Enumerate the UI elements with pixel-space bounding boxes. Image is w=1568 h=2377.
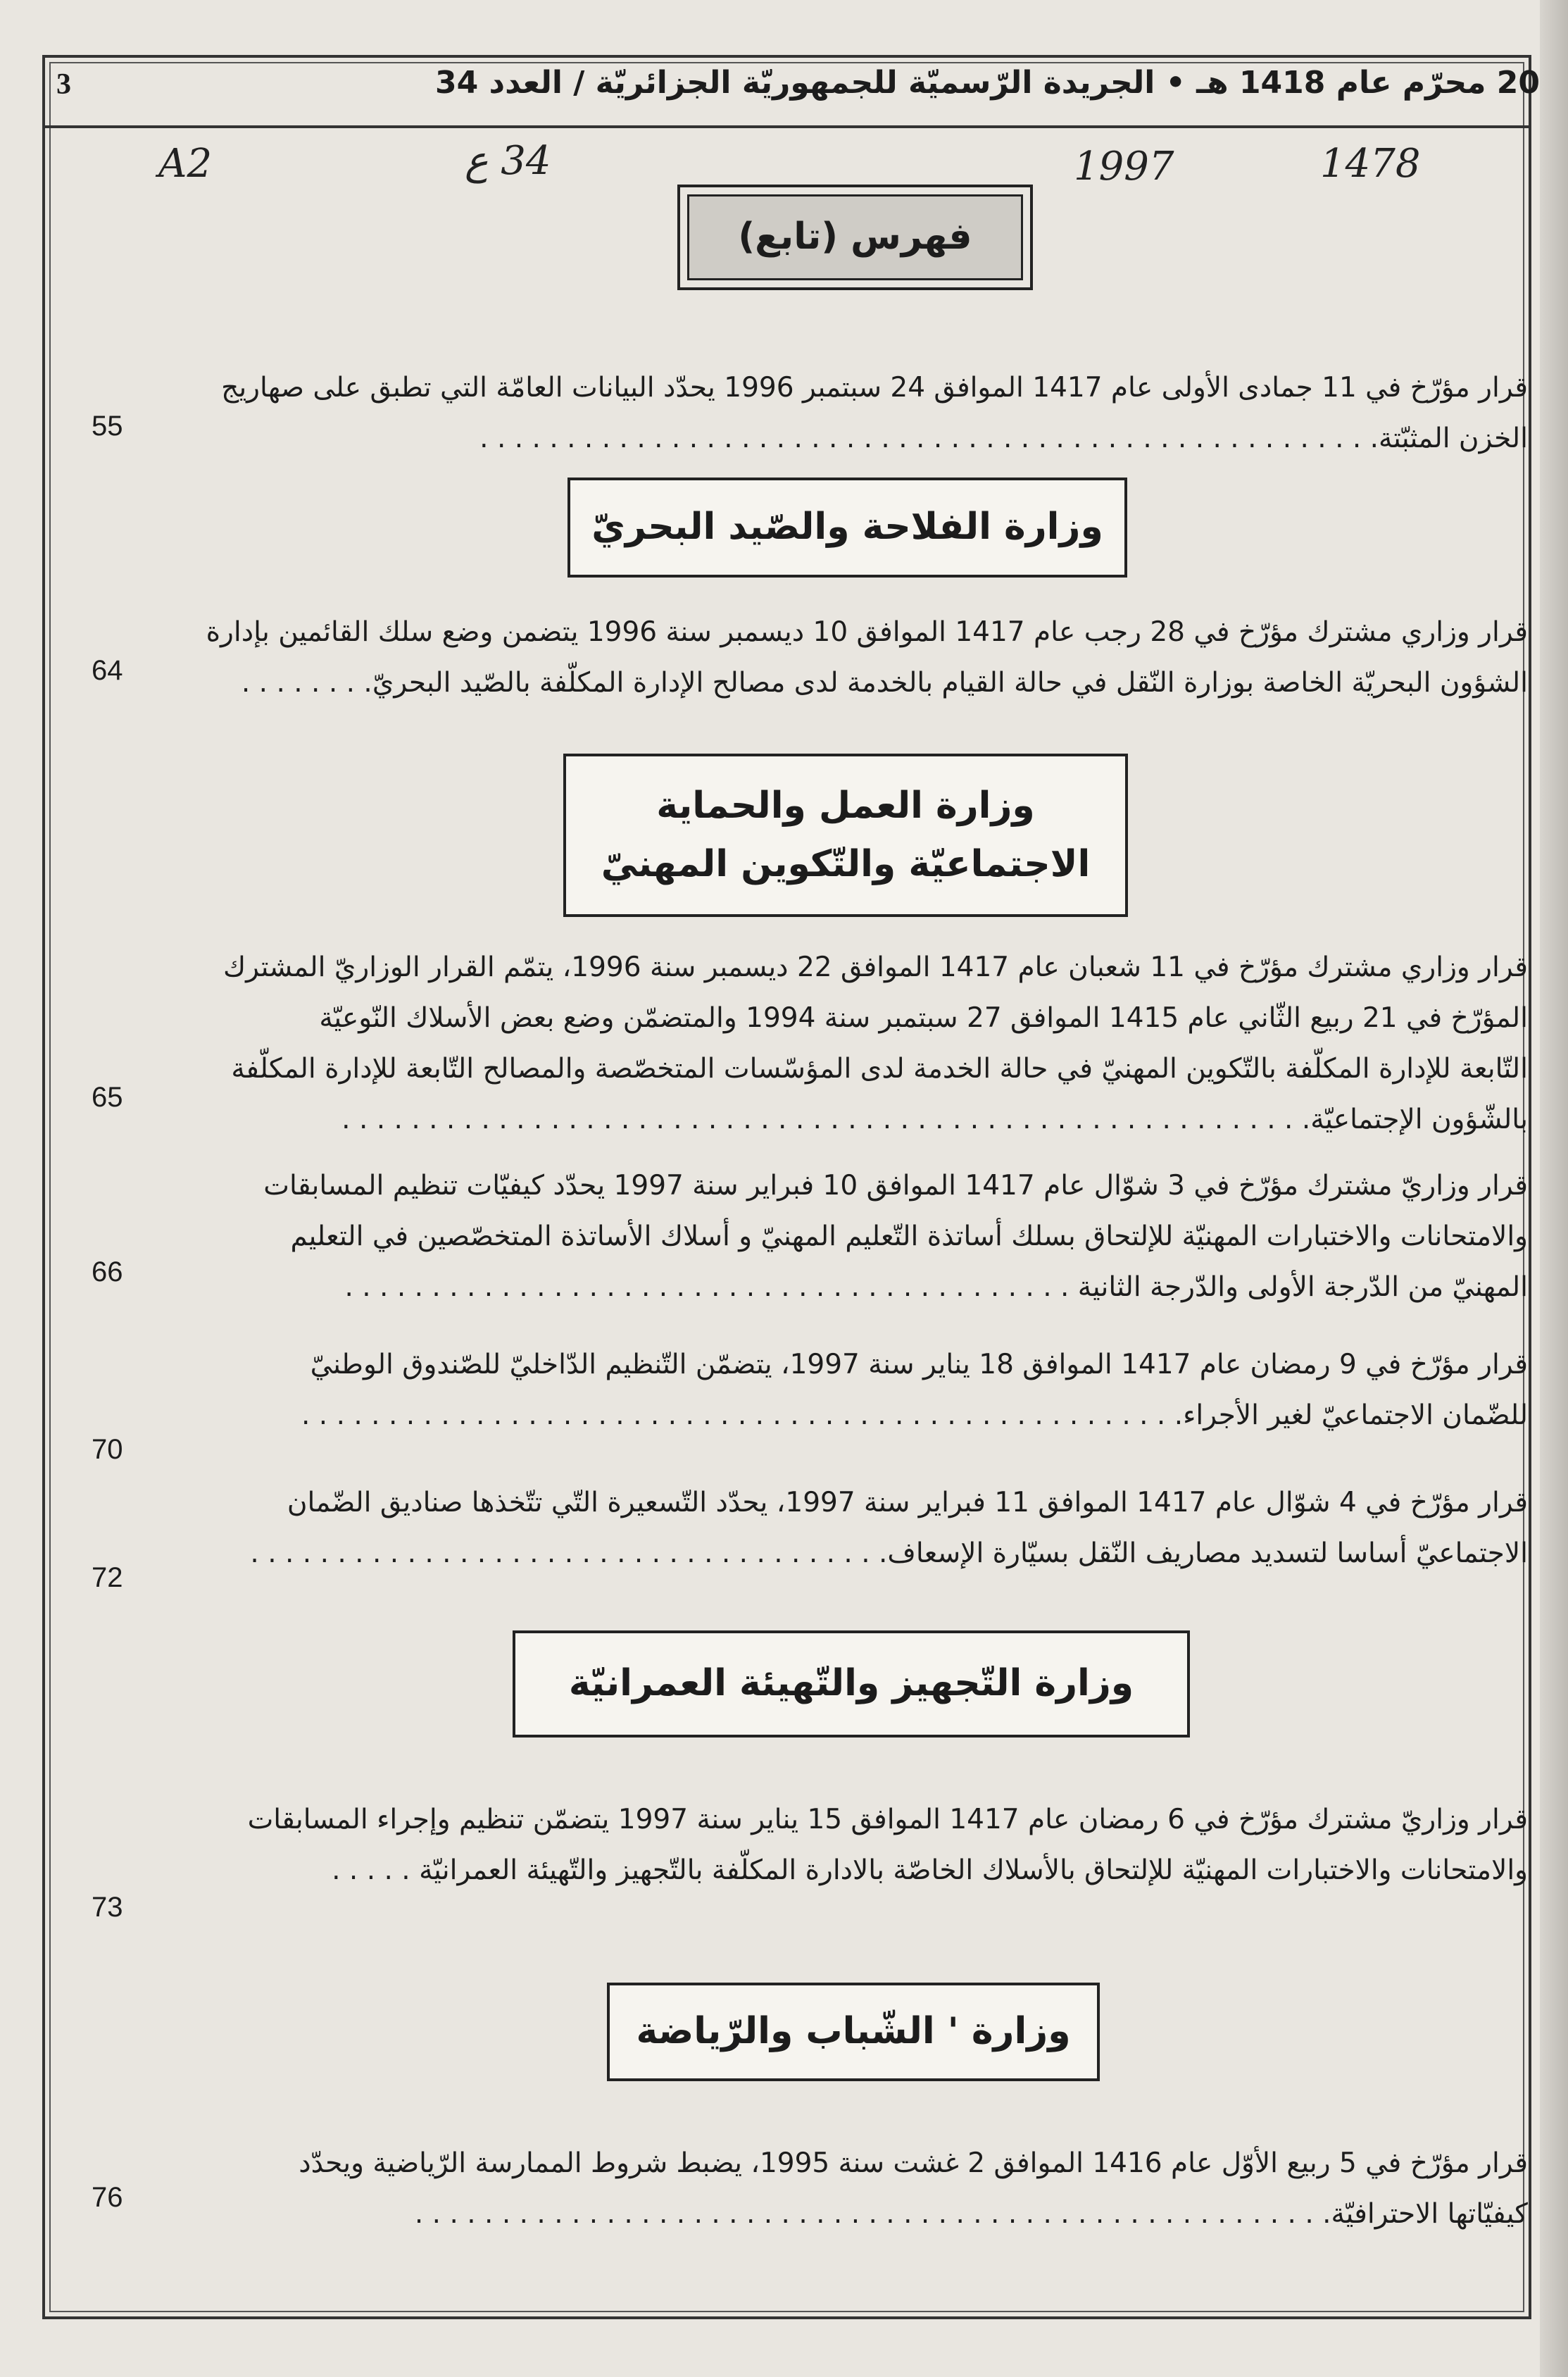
section-title: وزارة التّجهيز والتّهيئة العمرانيّة (568, 1662, 1134, 1705)
entry-line: التّابعة للإدارة المكلّفة بالتّكوين المهنيّ في حالة الخدمة لدى المؤسّسات المتخصّصة والمصالح التّابعة للإدارة المكلّفة (231, 1053, 1528, 1085)
contents-heading: فهرس (تابع) (738, 216, 972, 258)
header-page-number: 3 (56, 68, 71, 101)
contents-heading-box (677, 185, 1033, 290)
entry-line: قرار وزاريّ مشترك مؤرّخ في 3 شوّال عام 1417 الموافق 10 فبراير سنة 1997 يحدّد كيفيّات تنظيم المسابقات (263, 1170, 1528, 1202)
entry-line: للضّمان الاجتماعيّ لغير الأجراء. . . . . . . . . . . . . . . . . . . . . . . . . . . . . . . . . . . . . . . . . . . . . . . . . . . (301, 1399, 1528, 1431)
entry-page-number: 70 (92, 1434, 123, 1465)
section-header-agriculture (567, 478, 1127, 578)
section-title: وزارة ' الشّباب والرّياضة (636, 2010, 1071, 2053)
entry-page-number: 66 (92, 1256, 123, 1287)
contents-entry (169, 1161, 1528, 1313)
entry-line: الاجتماعيّ أساسا لتسديد مصاريف النّقل بسيّارة الإسعاف. . . . . . . . . . . . . . . . . . . . . . . . . . . . . . . . . . . . . (250, 1537, 1528, 1569)
handwritten-left-mark: A2 (158, 141, 213, 187)
entry-line: قرار وزاريّ مشترك مؤرّخ في 6 رمضان عام 1417 الموافق 15 يناير سنة 1997 يتضمّن تنظيم وإجراء المسابقات (247, 1804, 1528, 1835)
contents-entry (169, 363, 1528, 464)
entry-line: المهنيّ من الدّرجة الأولى والدّرجة الثانية . . . . . . . . . . . . . . . . . . . . . . . . . . . . . . . . . . . . . . . . . . (344, 1271, 1528, 1303)
entry-line: قرار مؤرّخ في 9 رمضان عام 1417 الموافق 18 يناير سنة 1997، يتضمّن التّنظيم الدّاخليّ للصّندوق الوطنيّ (310, 1349, 1528, 1380)
contents-entry (169, 1795, 1528, 1896)
entry-line: كيفيّاتها الاحترافيّة. . . . . . . . . . . . . . . . . . . . . . . . . . . . . . . . . . . . . . . . . . . . . . . . . . . . . (414, 2198, 1528, 2230)
header-title: 20 محرّم عام 1418 هـ • الجريدة الرّسميّة للجمهوريّة الجزائريّة / العدد 34 (434, 65, 1540, 101)
entry-line: قرار وزاري مشترك مؤرّخ في 28 رجب عام 1417 الموافق 10 ديسمبر سنة 1996 يتضمن وضع سلك القائمين بإدارة (206, 616, 1528, 648)
section-header-labour (563, 754, 1128, 917)
entry-line: بالشّؤون الإجتماعيّة. . . . . . . . . . . . . . . . . . . . . . . . . . . . . . . . . . . . . . . . . . . . . . . . . . . . . . . . (341, 1104, 1528, 1135)
entry-line: والامتحانات والاختبارات المهنيّة للإلتحاق بسلك أساتذة التّعليم المهنيّ و أسلاك الأساتذة المتخصّصين في التعليم (290, 1221, 1528, 1252)
entry-line: الخزن المثبّتة. . . . . . . . . . . . . . . . . . . . . . . . . . . . . . . . . . . . . . . . . . . . . . . . . . . . (479, 423, 1528, 454)
contents-entry (169, 1340, 1528, 1441)
handwritten-code: 1478 (1320, 141, 1421, 187)
contents-entry (169, 2138, 1528, 2240)
entry-line: الشؤون البحريّة الخاصة بوزارة النّقل في حالة القيام بالخدمة لدى مصالح الإدارة المكلّفة بالصّيد البحريّ. . . . . . . . (241, 667, 1528, 699)
entry-line: قرار وزاري مشترك مؤرّخ في 11 شعبان عام 1417 الموافق 22 ديسمبر سنة 1996، يتمّم القرار الوزاريّ المشترك (222, 952, 1528, 983)
entry-page-number: 64 (92, 655, 123, 686)
contents-entry (169, 607, 1528, 709)
entry-page-number: 73 (92, 1892, 123, 1923)
scan-shadow-edge (1540, 0, 1568, 2377)
entry-page-number: 55 (92, 411, 123, 442)
section-title-line: وزارة العمل والحماية (656, 784, 1035, 827)
entry-page-number: 76 (92, 2182, 123, 2213)
contents-entry (169, 1478, 1528, 1579)
header-divider (42, 125, 1531, 128)
entry-page-number: 65 (92, 1082, 123, 1113)
entry-line: قرار مؤرّخ في 5 ربيع الأوّل عام 1416 الموافق 2 غشت سنة 1995، يضبط شروط الممارسة الرّياضية ويحدّد (299, 2147, 1528, 2179)
entry-page-number: 72 (92, 1562, 123, 1593)
section-title: وزارة الفلاحة والصّيد البحريّ (591, 506, 1103, 549)
section-title-line: الاجتماعيّة والتّكوين المهنيّ (601, 843, 1091, 885)
handwritten-issue-mark: 34 ع (465, 138, 551, 184)
entry-line: والامتحانات والاختبارات المهنيّة للإلتحاق بالأسلاك الخاصّة بالادارة المكلّفة بالتّجهيز والتّهيئة العمرانيّة . . . . . (332, 1854, 1528, 1886)
entry-line: المؤرّخ في 21 ربيع الثّاني عام 1415 الموافق 27 سبتمبر سنة 1994 والمتضمّن وضع بعض الأسلاك النّوعيّة (319, 1002, 1528, 1034)
entry-line: قرار مؤرّخ في 11 جمادى الأولى عام 1417 الموافق 24 سبتمبر 1996 يحدّد البيانات العامّة التي تطبق على صهاريج (221, 372, 1528, 404)
handwritten-year: 1997 (1074, 144, 1174, 189)
section-header-youth-sports (607, 1983, 1100, 2081)
entry-line: قرار مؤرّخ في 4 شوّال عام 1417 الموافق 11 فبراير سنة 1997، يحدّد التّسعيرة التّي تتّخذها صناديق الضّمان (287, 1487, 1528, 1518)
section-header-equipment (513, 1630, 1190, 1737)
contents-entry (169, 942, 1528, 1145)
